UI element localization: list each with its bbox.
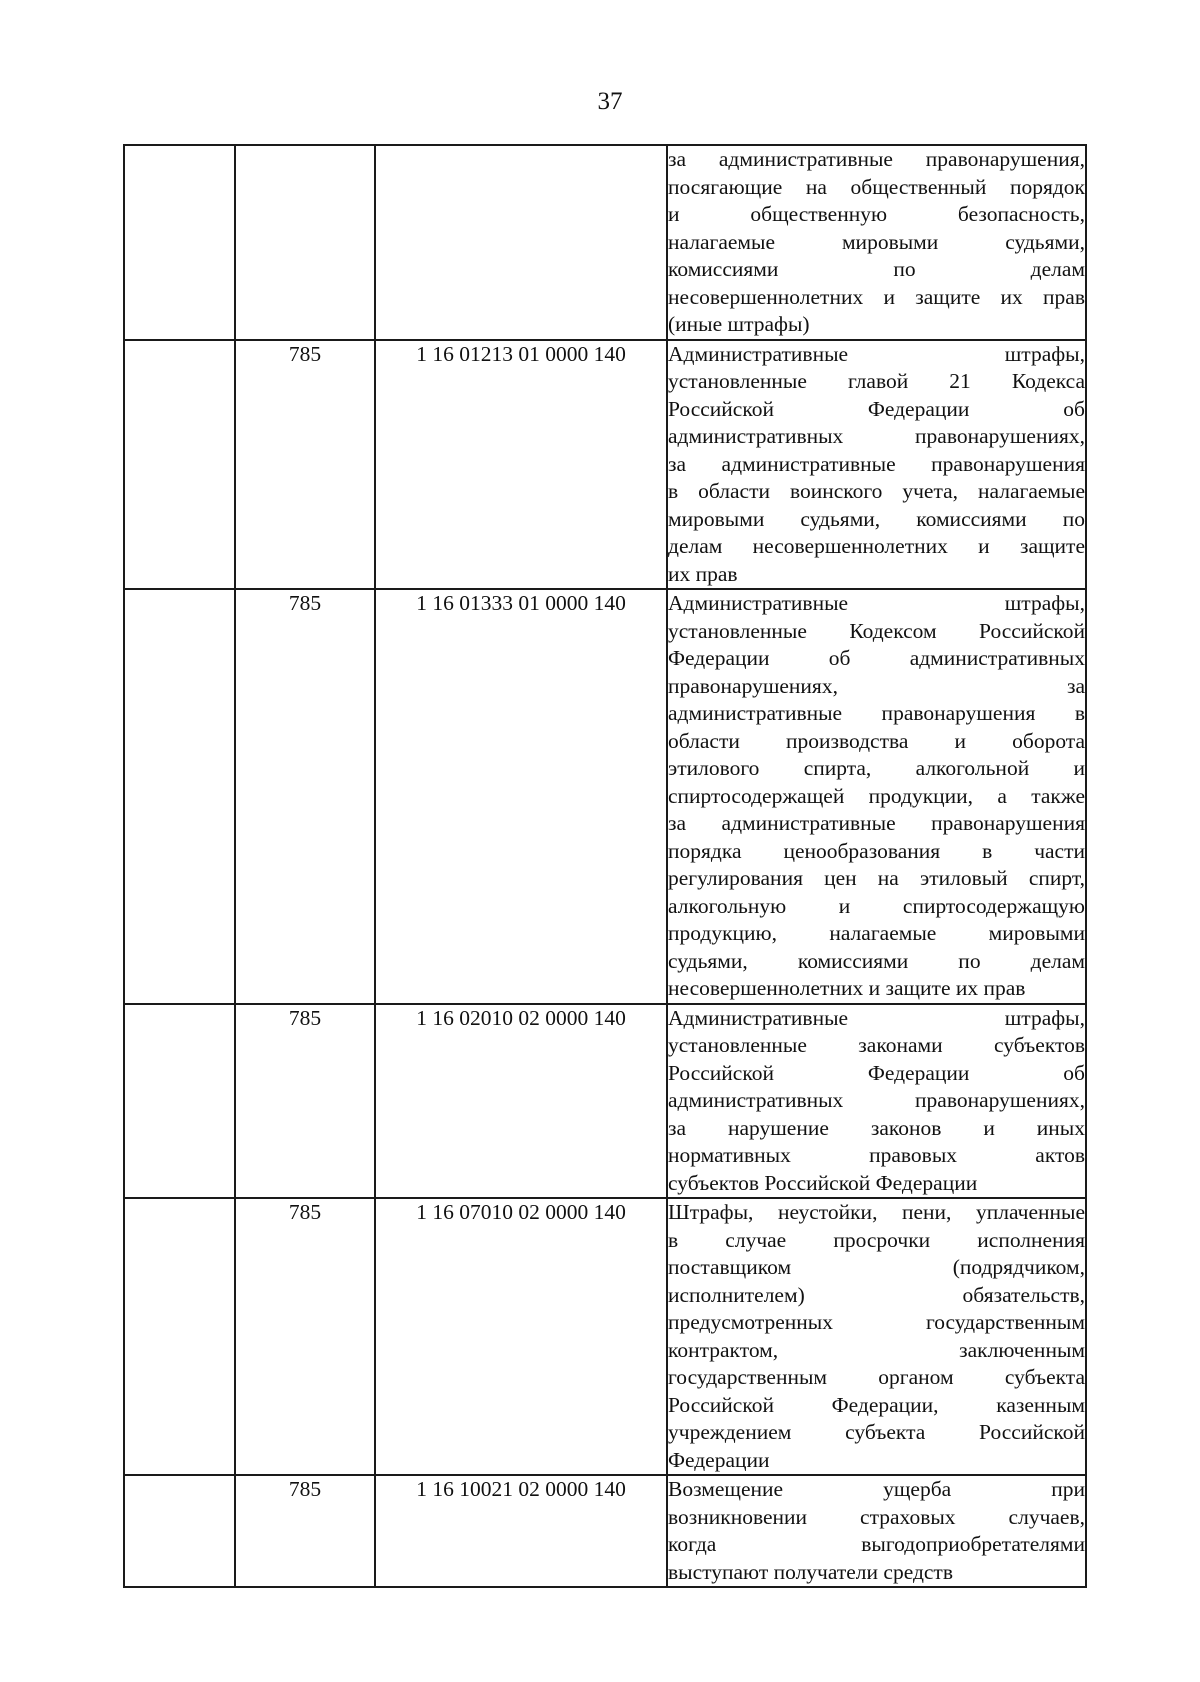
table-row — [124, 145, 1086, 340]
description-line: посягающие на общественный порядок — [668, 174, 1085, 199]
description-line: Российской Федерации, казенным — [668, 1392, 1085, 1417]
description-cell — [667, 589, 1086, 1004]
description-line: их прав — [668, 561, 738, 586]
blank-cell — [124, 1004, 235, 1199]
description-line: Административные штрафы, — [668, 1005, 1085, 1030]
description-line: выступают получатели средств — [668, 1559, 953, 1584]
blank-cell — [124, 340, 235, 590]
description-line: за административные правонарушения, — [668, 147, 1085, 171]
description-line: порядка ценообразования в части — [668, 838, 1085, 863]
description-line: регулирования цен на этиловый спирт, — [668, 866, 1085, 890]
admin-code-cell: 785 — [235, 340, 375, 590]
description-line: Российской Федерации об — [668, 396, 1085, 421]
description-line: за административные правонарушения — [668, 451, 1085, 476]
kbk-code-cell: 1 16 01333 01 0000 140 — [375, 589, 667, 1004]
description-line: Возмещение ущерба при — [668, 1477, 1085, 1501]
description-line: в случае просрочки исполнения — [668, 1227, 1085, 1252]
table-row — [124, 1198, 1086, 1475]
kbk-code-cell: 1 16 07010 02 0000 140 — [375, 1198, 667, 1475]
description-line: Административные штрафы, — [668, 591, 1085, 615]
description-line: установленные главой 21 Кодекса — [668, 369, 1085, 393]
admin-code-cell: 785 — [235, 1198, 375, 1475]
description-line: мировыми судьями, комиссиями по — [668, 506, 1085, 531]
description-line: несовершеннолетних и защите их прав — [668, 976, 1026, 1000]
blank-cell — [124, 145, 235, 340]
description-line: алкогольную и спиртосодержащую — [668, 893, 1085, 918]
description-line: судьями, комиссиями по делам — [668, 948, 1085, 973]
description-line: Российской Федерации об — [668, 1060, 1085, 1085]
description-line: когда выгодоприобретателями — [668, 1532, 1085, 1556]
blank-cell — [124, 1475, 235, 1587]
description-line: за административные правонарушения — [668, 811, 1085, 835]
description-line: административных правонарушениях, — [668, 424, 1085, 448]
description-line: несовершеннолетних и защите их прав — [668, 284, 1085, 309]
description-line: области производства и оборота — [668, 728, 1085, 753]
description-line: контрактом, заключенным — [668, 1337, 1085, 1362]
kbk-code-cell: 1 16 10021 02 0000 140 — [375, 1475, 667, 1587]
description-line: установленные Кодексом Российской — [668, 618, 1085, 643]
description-line: (иные штрафы) — [668, 312, 810, 336]
description-line: продукцию, налагаемые мировыми — [668, 921, 1085, 945]
description-line: предусмотренных государственным — [668, 1310, 1085, 1334]
description-line: субъектов Российской Федерации — [668, 1170, 978, 1195]
kbk-code-cell — [375, 145, 667, 340]
description-line: комиссиями по делам — [668, 257, 1085, 281]
description-line: поставщиком (подрядчиком, — [668, 1255, 1085, 1279]
description-line: Федерации — [668, 1447, 770, 1472]
description-line: и общественную безопасность, — [668, 202, 1085, 226]
description-line: спиртосодержащей продукции, а также — [668, 783, 1085, 808]
description-cell — [667, 1004, 1086, 1199]
description-line: исполнителем) обязательств, — [668, 1282, 1085, 1307]
blank-cell — [124, 589, 235, 1004]
table-row — [124, 1004, 1086, 1199]
description-line: делам несовершеннолетних и защите — [668, 534, 1085, 558]
description-line: Штрафы, неустойки, пени, уплаченные — [668, 1200, 1085, 1224]
page-number: 37 — [597, 88, 623, 115]
description-line: государственным органом субъекта — [668, 1365, 1085, 1389]
description-cell — [667, 145, 1086, 340]
budget-revenue-table — [123, 144, 1087, 1588]
description-line: административные правонарушения в — [668, 701, 1085, 725]
admin-code-cell: 785 — [235, 1475, 375, 1587]
kbk-code-cell: 1 16 01213 01 0000 140 — [375, 340, 667, 590]
description-line: правонарушениях, за — [668, 673, 1085, 698]
admin-code-cell: 785 — [235, 589, 375, 1004]
admin-code-cell: 785 — [235, 1004, 375, 1199]
description-line: в области воинского учета, налагаемые — [668, 479, 1085, 503]
description-line: установленные законами субъектов — [668, 1033, 1085, 1057]
admin-code-cell — [235, 145, 375, 340]
description-line: за нарушение законов и иных — [668, 1115, 1085, 1140]
description-cell — [667, 340, 1086, 590]
description-line: учреждением субъекта Российской — [668, 1420, 1085, 1444]
description-line: возникновении страховых случаев, — [668, 1504, 1085, 1529]
blank-cell — [124, 1198, 235, 1475]
table-row — [124, 1475, 1086, 1587]
description-line: этилового спирта, алкогольной и — [668, 756, 1085, 780]
table-row — [124, 589, 1086, 1004]
table-body — [124, 145, 1086, 1587]
description-cell — [667, 1475, 1086, 1587]
description-line: Федерации об административных — [668, 646, 1085, 670]
kbk-code-cell: 1 16 02010 02 0000 140 — [375, 1004, 667, 1199]
description-line: административных правонарушениях, — [668, 1088, 1085, 1112]
description-cell — [667, 1198, 1086, 1475]
description-line: Административные штрафы, — [668, 341, 1085, 366]
description-line: налагаемые мировыми судьями, — [668, 229, 1085, 254]
description-line: нормативных правовых актов — [668, 1143, 1085, 1167]
table-row — [124, 340, 1086, 590]
